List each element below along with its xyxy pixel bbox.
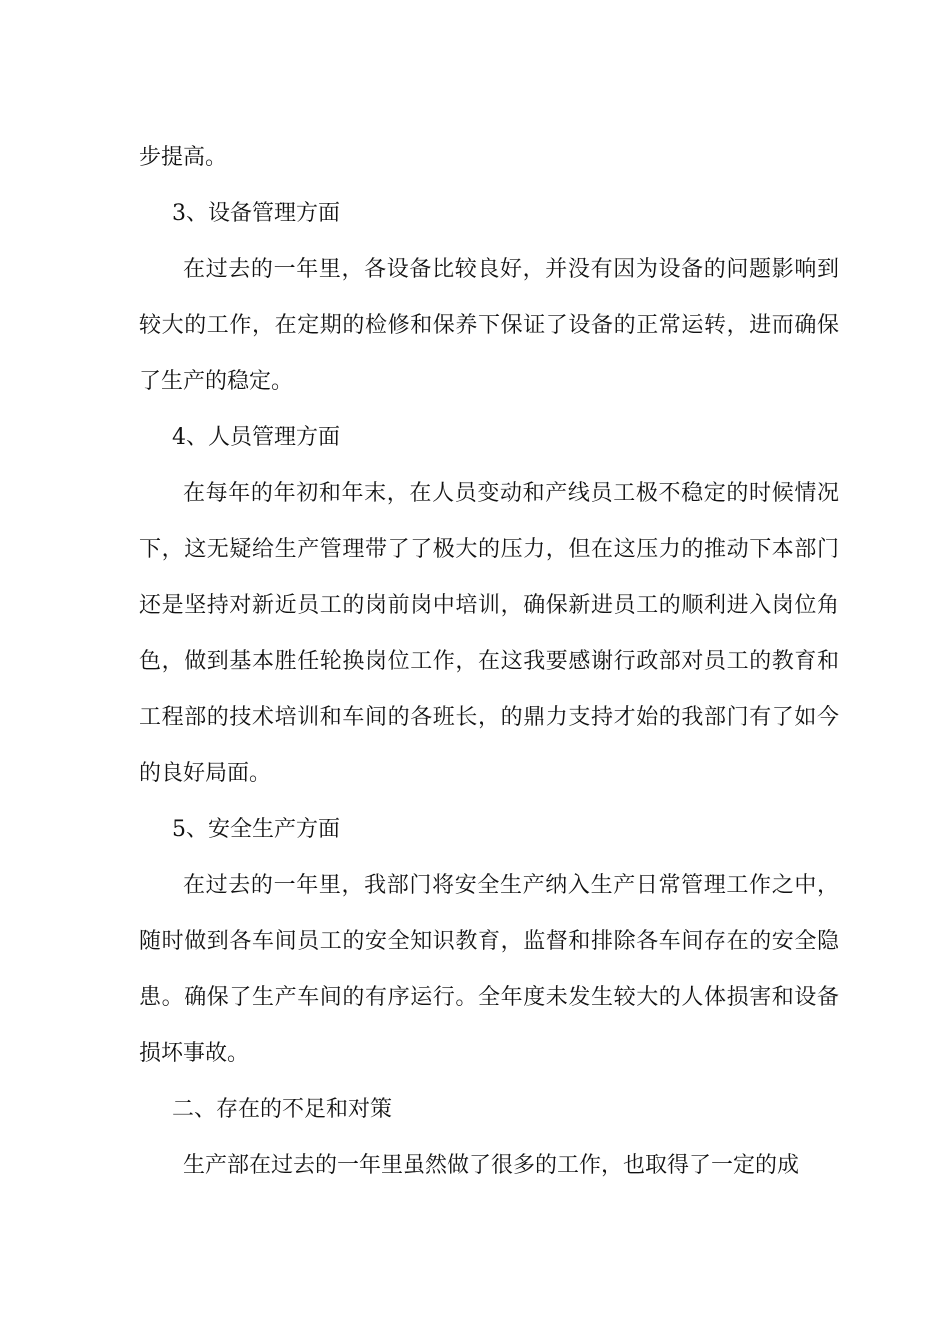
paragraph-personnel: 在每年的年初和年末，在人员变动和产线员工极不稳定的时候情况下，这无疑给生产管理带了了极大的压力，但在这压力的推动下本部门还是坚持对新近员工的岗前岗中培训，确保新进员工的顺利进入岗位角色，做到基本胜任轮换岗位工作，在这我要感谢行政部对员工的教育和工程部的技术培训和车间的各班长，的鼎力支持才始的我部门有了如今的良好局面。: [139, 481, 839, 786]
section-heading-equipment: 3、设备管理方面: [172, 201, 340, 226]
document-body: [139, 130, 839, 1194]
paragraph-continued: 步提高。: [139, 145, 228, 170]
paragraph-equipment: 在过去的一年里，各设备比较良好，并没有因为设备的问题影响到较大的工作，在定期的检修和保养下保证了设备的正常运转，进而确保了生产的稳定。: [139, 257, 839, 394]
section-heading-shortcomings: 二、存在的不足和对策: [172, 1097, 393, 1122]
section-heading-personnel: 4、人员管理方面: [172, 425, 340, 450]
section-heading-safety: 5、安全生产方面: [172, 817, 340, 842]
paragraph-safety: 在过去的一年里，我部门将安全生产纳入生产日常管理工作之中，随时做到各车间员工的安全知识教育，监督和排除各车间存在的安全隐患。确保了生产车间的有序运行。全年度未发生较大的人体损害和设备损坏事故。: [139, 873, 839, 1066]
paragraph-shortcomings: 生产部在过去的一年里虽然做了很多的工作，也取得了一定的成: [183, 1153, 800, 1178]
